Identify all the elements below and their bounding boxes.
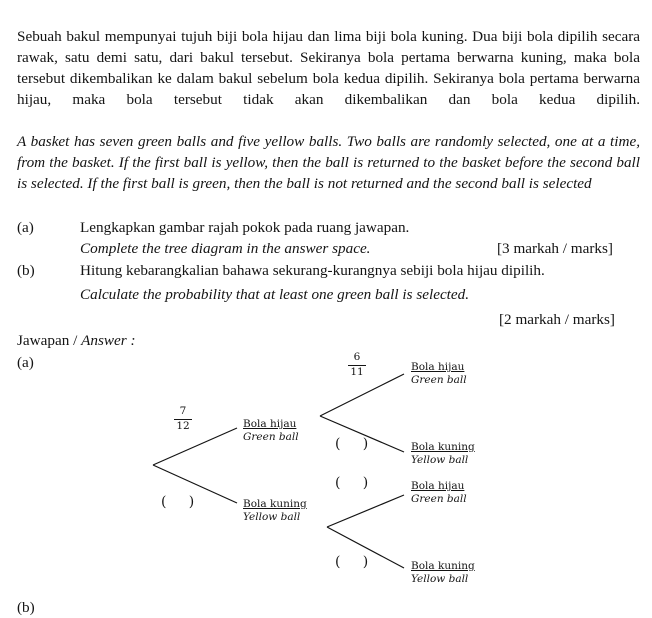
answer-heading-malay: Jawapan /: [17, 332, 82, 349]
label-green-yellow-malay: Bola kuning: [411, 441, 475, 453]
prob-first-green-numerator: 7: [179, 405, 187, 417]
part-b-malay: Hitung kebarangkalian bahawa sekurang-kurangnya sebiji bola hijau dipilih.: [80, 262, 545, 279]
label-yellow-green-english: Green ball: [411, 493, 467, 505]
label-first-yellow: [243, 498, 307, 524]
label-first-green-malay: Bola hijau: [243, 418, 297, 430]
label-yellow-yellow: [411, 560, 475, 586]
answer-part-b-label: (b): [17, 599, 35, 616]
prob-first-green: [172, 405, 194, 433]
part-a-english: Complete the tree diagram in the answer space.: [80, 240, 371, 257]
label-green-yellow: [411, 441, 475, 467]
answer-part-a-label: (a): [17, 354, 34, 371]
branch-first-green: [153, 428, 237, 465]
prob-second-green-green: [346, 351, 368, 379]
part-a-malay: Lengkapkan gambar rajah pokok pada ruang jawapan.: [80, 219, 410, 236]
label-yellow-green-malay: Bola hijau: [411, 480, 465, 492]
question-english: A basket has seven green balls and five yellow balls. Two balls are randomly selected, one at a time, from the basket. If the first ball is yellow, then the ball is returned to the basket before the second ball is selected. If the first ball is green, then the ball is not returned and the second ball is selected: [17, 133, 640, 192]
label-first-yellow-english: Yellow ball: [243, 511, 301, 523]
branch-yellow-green: [327, 495, 404, 527]
part-a-label: (a): [17, 219, 34, 236]
label-yellow-yellow-malay: Bola kuning: [411, 560, 475, 572]
label-first-green-english: Green ball: [243, 431, 299, 443]
label-green-green-malay: Bola hijau: [411, 361, 465, 373]
label-first-yellow-malay: Bola kuning: [243, 498, 307, 510]
label-yellow-green: [411, 480, 467, 506]
part-b-marks: [2 markah / marks]: [499, 311, 615, 328]
label-green-yellow-english: Yellow ball: [411, 454, 469, 466]
label-green-green-english: Green ball: [411, 374, 467, 386]
answer-heading-english: Answer :: [81, 332, 136, 349]
blank-yellow-yellow[interactable]: ( ): [335, 554, 369, 570]
question-malay: Sebuah bakul mempunyai tujuh biji bola hijau dan lima biji bola kuning. Dua biji bola dipilih secara rawak, satu demi satu, dari bakul tersebut. Sekiranya bola pertama berwarna kuning, maka bola tersebut dikembalikan ke dalam bakul sebelum bola kedua dipilih. Sekiranya bola pertama berwarna hijau, maka bola tersebut tidak akan dikembalikan dan bola kedua dipilih.: [17, 28, 640, 108]
branch-green-green: [320, 374, 404, 416]
blank-yellow-green[interactable]: ( ): [335, 475, 369, 491]
prob-green-green-denominator: 11: [350, 366, 364, 378]
blank-green-yellow[interactable]: ( ): [335, 436, 369, 452]
part-b-english: Calculate the probability that at least one green ball is selected.: [80, 286, 470, 303]
prob-green-green-numerator: 6: [353, 351, 361, 363]
part-a-marks: [3 markah / marks]: [497, 240, 613, 257]
part-b-label: (b): [17, 262, 35, 279]
label-first-green: [243, 418, 299, 444]
prob-first-green-denominator: 12: [176, 420, 190, 432]
blank-first-yellow[interactable]: ( ): [161, 494, 195, 510]
label-green-green: [411, 361, 467, 387]
label-yellow-yellow-english: Yellow ball: [411, 573, 469, 585]
